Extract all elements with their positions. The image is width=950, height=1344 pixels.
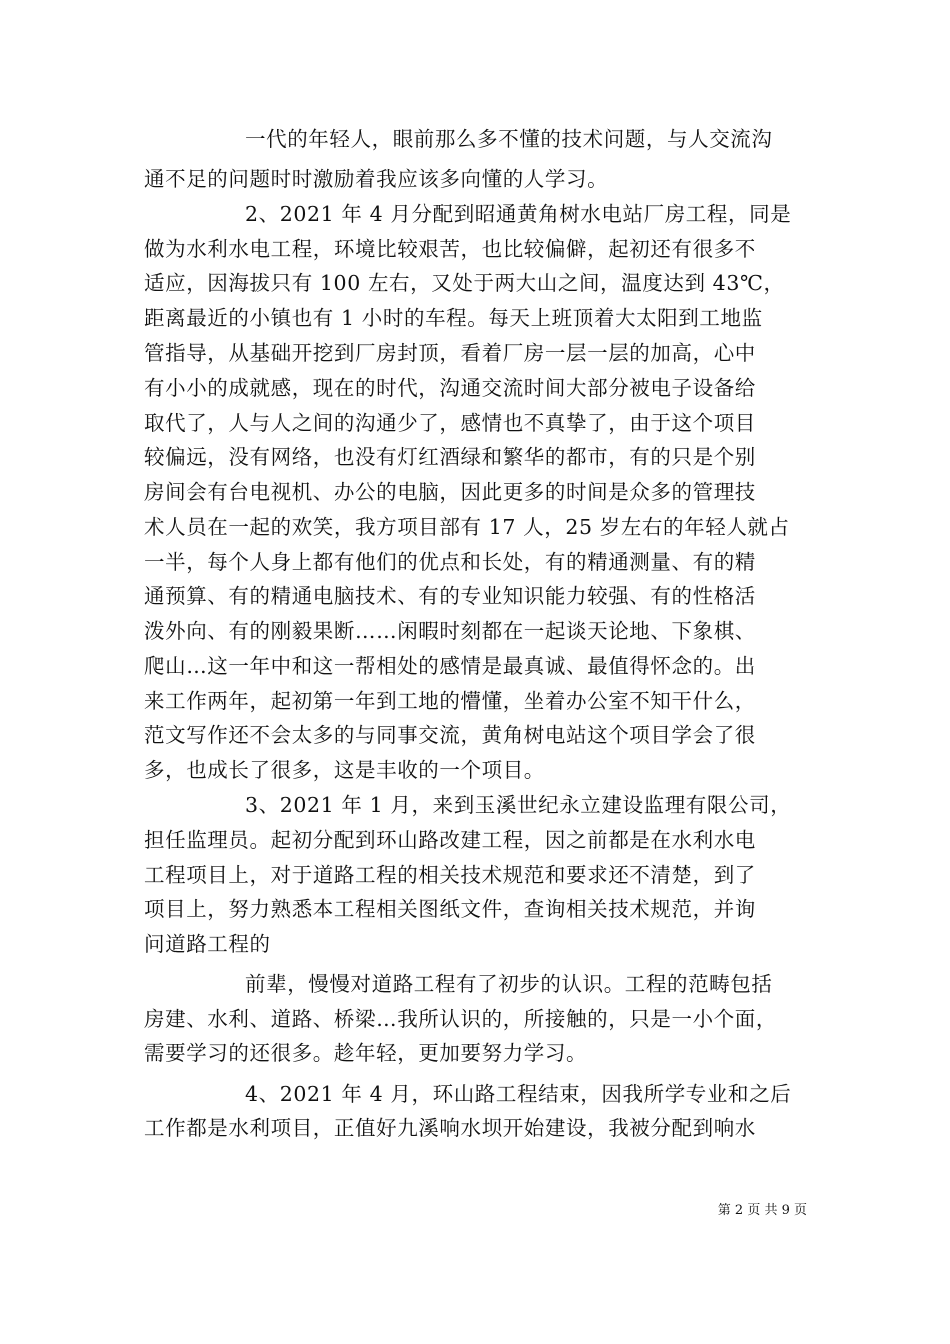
text-line: 较偏远，没有网络，也没有灯红酒绿和繁华的都市，有的只是个别 xyxy=(144,445,756,469)
text-line: 4、2021 年 4 月，环山路工程结束，因我所学专业和之后 xyxy=(245,1082,792,1106)
text-line: 多，也成长了很多，这是丰收的一个项目。 xyxy=(144,758,545,782)
text-line: 适应，因海拔只有 100 左右，又处于两大山之间，温度达到 43℃， xyxy=(144,271,785,295)
text-line: 2、2021 年 4 月分配到昭通黄角树水电站厂房工程，同是 xyxy=(245,202,792,226)
text-line: 房间会有台电视机、办公的电脑，因此更多的时间是众多的管理技 xyxy=(144,480,756,504)
text-line: 一代的年轻人，眼前那么多不懂的技术问题，与人交流沟 xyxy=(245,127,773,151)
text-line: 工程项目上，对于道路工程的相关技术规范和要求还不清楚，到了 xyxy=(144,863,756,887)
text-line: 3、2021 年 1 月，来到玉溪世纪永立建设监理有限公司， xyxy=(245,793,792,817)
text-line: 爬山…这一年中和这一帮相处的感情是最真诚、最值得怀念的。出 xyxy=(144,654,756,678)
text-line: 工作都是水利项目，正值好九溪响水坝开始建设，我被分配到响水 xyxy=(144,1116,756,1140)
text-line: 一半，每个人身上都有他们的优点和长处，有的精通测量、有的精 xyxy=(144,550,756,574)
page-number-footer: 第 2 页 共 9 页 xyxy=(717,1203,807,1218)
text-line: 通不足的问题时时激励着我应该多向懂的人学习。 xyxy=(144,167,609,191)
text-line: 担任监理员。起初分配到环山路改建工程，因之前都是在水利水电 xyxy=(144,828,756,852)
text-line: 问道路工程的 xyxy=(144,932,271,956)
text-line: 距离最近的小镇也有 1 小时的车程。每天上班顶着大太阳到工地监 xyxy=(144,306,763,330)
text-line: 管指导，从基础开挖到厂房封顶，看着厂房一层一层的加高，心中 xyxy=(144,341,756,365)
text-line: 项目上，努力熟悉本工程相关图纸文件，查询相关技术规范，并询 xyxy=(144,897,756,921)
text-line: 通预算、有的精通电脑技术、有的专业知识能力较强、有的性格活 xyxy=(144,584,756,608)
text-line: 需要学习的还很多。趁年轻，更加要努力学习。 xyxy=(144,1041,588,1065)
text-line: 取代了，人与人之间的沟通少了，感情也不真挚了，由于这个项目 xyxy=(144,411,756,435)
text-line: 前辈，慢慢对道路工程有了初步的认识。工程的范畴包括 xyxy=(245,972,773,996)
text-line: 术人员在一起的欢笑，我方项目部有 17 人，25 岁左右的年轻人就占 xyxy=(144,515,790,539)
text-line: 做为水利水电工程，环境比较艰苦，也比较偏僻，起初还有很多不 xyxy=(144,237,756,261)
text-line: 范文写作还不会太多的与同事交流，黄角树电站这个项目学会了很 xyxy=(144,723,756,747)
text-line: 房建、水利、道路、桥梁…我所认识的，所接触的，只是一小个面， xyxy=(144,1007,777,1031)
text-line: 来工作两年，起初第一年到工地的懵懂，坐着办公室不知干什么， xyxy=(144,689,756,713)
text-line: 有小小的成就感，现在的时代，沟通交流时间大部分被电子设备给 xyxy=(144,376,756,400)
text-line: 泼外向、有的刚毅果断……闲暇时刻都在一起谈天论地、下象棋、 xyxy=(144,619,756,643)
